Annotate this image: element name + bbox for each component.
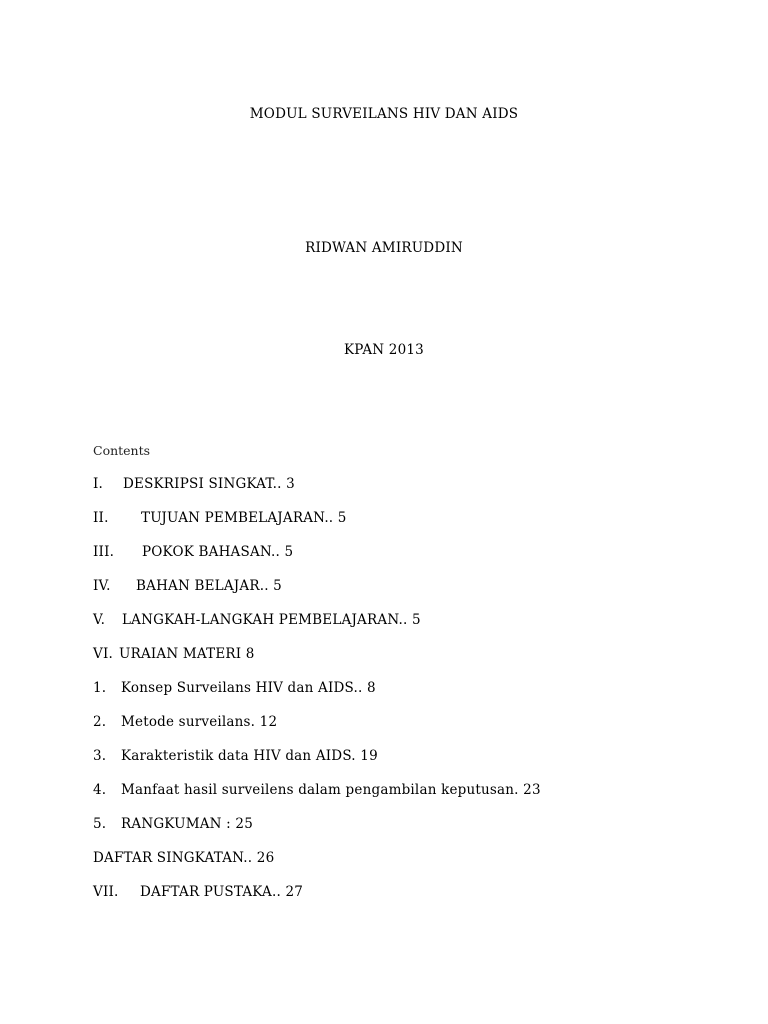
document-organization: KPAN 2013 xyxy=(344,342,424,358)
toc-item-text: DESKRIPSI SINGKAT.. 3 xyxy=(123,476,295,492)
toc-item-text: BAHAN BELAJAR.. 5 xyxy=(136,578,282,594)
toc-item[interactable] xyxy=(93,714,277,730)
toc-item[interactable] xyxy=(93,782,541,798)
toc-item-number: 5. xyxy=(93,816,107,832)
toc-item[interactable] xyxy=(93,816,253,832)
toc-item-text: DAFTAR SINGKATAN.. 26 xyxy=(93,850,275,866)
toc-item-text: DAFTAR PUSTAKA.. 27 xyxy=(140,884,304,900)
toc-item-number: I. xyxy=(93,476,104,492)
toc-item-text: LANGKAH-LANGKAH PEMBELAJARAN.. 5 xyxy=(122,612,421,628)
toc-item[interactable] xyxy=(93,748,378,764)
toc-item[interactable] xyxy=(93,884,303,900)
toc-item[interactable] xyxy=(93,578,282,594)
toc-item-number: II. xyxy=(93,510,109,526)
toc-item-text: POKOK BAHASAN.. 5 xyxy=(142,544,294,560)
toc-item-text: Metode surveilans. 12 xyxy=(121,714,278,730)
toc-item-number: VI. xyxy=(93,646,113,662)
toc-item[interactable] xyxy=(93,510,347,526)
toc-item-text: Karakteristik data HIV dan AIDS. 19 xyxy=(121,748,378,764)
toc-item-text: URAIAN MATERI 8 xyxy=(119,646,255,662)
contents-heading: Contents xyxy=(93,443,151,458)
toc-item-number: 3. xyxy=(93,748,107,764)
toc-item-number: 1. xyxy=(93,680,107,696)
toc-item[interactable] xyxy=(93,646,255,662)
document-title: MODUL SURVEILANS HIV DAN AIDS xyxy=(249,106,519,122)
toc-item-number: IV. xyxy=(93,578,111,594)
toc-item[interactable] xyxy=(93,680,376,696)
toc-item-text: RANGKUMAN : 25 xyxy=(121,816,253,832)
toc-item-number: 4. xyxy=(93,782,107,798)
toc-item-text: TUJUAN PEMBELAJARAN.. 5 xyxy=(141,510,347,526)
toc-item-text: Konsep Surveilans HIV dan AIDS.. 8 xyxy=(121,680,376,696)
toc-item-number: VII. xyxy=(93,884,119,900)
toc-item-number: V. xyxy=(93,612,106,628)
toc-item-number: 2. xyxy=(93,714,107,730)
toc-item-number: III. xyxy=(93,544,115,560)
toc-item[interactable] xyxy=(93,850,274,866)
document-author: RIDWAN AMIRUDDIN xyxy=(305,240,463,256)
toc-item-text: Manfaat hasil surveilens dalam pengambilan keputusan. 23 xyxy=(121,782,541,798)
toc-item[interactable] xyxy=(93,612,421,628)
toc-item[interactable] xyxy=(93,476,295,492)
toc-item[interactable] xyxy=(93,544,293,560)
